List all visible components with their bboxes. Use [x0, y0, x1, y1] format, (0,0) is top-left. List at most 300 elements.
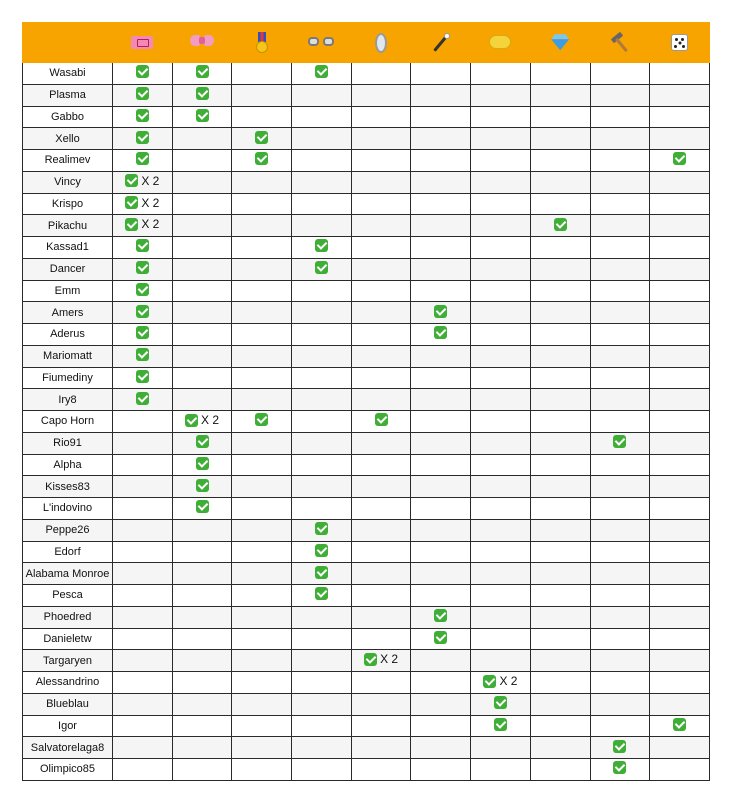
table-cell	[530, 650, 590, 672]
checkmark-icon	[196, 435, 209, 448]
table-cell	[113, 606, 173, 628]
table-cell	[471, 84, 531, 106]
table-cell	[351, 737, 411, 759]
table-cell	[530, 237, 590, 259]
checkmark-icon	[613, 740, 626, 753]
table-cell	[471, 563, 531, 585]
table-cell	[411, 454, 471, 476]
table-cell	[590, 606, 650, 628]
table-cell	[172, 389, 232, 411]
table-cell	[351, 63, 411, 85]
table-cell	[530, 367, 590, 389]
table-row	[23, 193, 710, 215]
table-cell	[113, 585, 173, 607]
table-cell	[530, 454, 590, 476]
table-cell	[113, 215, 173, 237]
table-cell	[292, 693, 352, 715]
multiplier-label: X 2	[141, 173, 160, 188]
table-cell	[351, 759, 411, 781]
table-cell	[590, 519, 650, 541]
table-row	[23, 585, 710, 607]
header-name-cell	[23, 23, 113, 63]
table-cell	[471, 367, 531, 389]
table-cell	[411, 215, 471, 237]
table-cell	[650, 628, 710, 650]
table-cell	[471, 476, 531, 498]
table-row	[23, 280, 710, 302]
table-cell	[292, 606, 352, 628]
checkmark-icon	[136, 131, 149, 144]
table-cell	[113, 280, 173, 302]
table-cell	[471, 258, 531, 280]
checkmark-icon	[185, 414, 198, 427]
checkmark-icon	[434, 305, 447, 318]
row-name: Wasabi	[23, 63, 113, 85]
table-cell	[530, 302, 590, 324]
table-cell	[471, 519, 531, 541]
table-cell	[232, 106, 292, 128]
checkmark-icon	[434, 609, 447, 622]
table-row	[23, 454, 710, 476]
checkmark-icon	[315, 261, 328, 274]
table-cell	[172, 585, 232, 607]
row-name: Plasma	[23, 84, 113, 106]
table-cell	[650, 715, 710, 737]
table-cell	[650, 454, 710, 476]
table-cell	[471, 693, 531, 715]
table-cell	[411, 389, 471, 411]
table-cell	[530, 106, 590, 128]
table-row	[23, 128, 710, 150]
table-cell	[113, 672, 173, 694]
table-cell	[113, 737, 173, 759]
table-cell	[172, 345, 232, 367]
table-cell	[590, 193, 650, 215]
table-row	[23, 106, 710, 128]
table-cell	[471, 650, 531, 672]
table-cell	[351, 563, 411, 585]
checkmark-icon	[255, 413, 268, 426]
table-cell	[351, 411, 411, 433]
table-cell	[471, 324, 531, 346]
table-cell	[590, 106, 650, 128]
items-table	[22, 22, 710, 781]
table-cell	[113, 367, 173, 389]
table-cell	[411, 193, 471, 215]
checkmark-icon	[315, 566, 328, 579]
row-name: Aderus	[23, 324, 113, 346]
table-cell	[471, 302, 531, 324]
table-cell	[411, 606, 471, 628]
table-cell	[172, 106, 232, 128]
table-cell	[172, 498, 232, 520]
table-cell	[411, 171, 471, 193]
row-name: Alessandrino	[23, 672, 113, 694]
table-cell	[650, 171, 710, 193]
table-cell	[590, 171, 650, 193]
table-cell	[411, 411, 471, 433]
table-cell	[411, 150, 471, 172]
table-cell	[471, 585, 531, 607]
table-cell	[471, 541, 531, 563]
table-cell	[590, 759, 650, 781]
table-cell	[172, 454, 232, 476]
checkmark-icon	[196, 65, 209, 78]
table-row	[23, 84, 710, 106]
table-cell	[292, 128, 352, 150]
row-name: Olimpico85	[23, 759, 113, 781]
table-cell	[650, 476, 710, 498]
checkmark-icon	[136, 392, 149, 405]
table-cell	[232, 237, 292, 259]
table-cell	[292, 324, 352, 346]
table-cell	[411, 280, 471, 302]
table-cell	[530, 693, 590, 715]
table-cell	[530, 324, 590, 346]
table-cell	[351, 498, 411, 520]
table-cell	[232, 171, 292, 193]
table-cell	[590, 715, 650, 737]
table-cell	[292, 63, 352, 85]
table-cell	[530, 585, 590, 607]
table-cell	[172, 672, 232, 694]
table-cell	[232, 759, 292, 781]
table-cell	[590, 258, 650, 280]
table-row	[23, 737, 710, 759]
checkmark-icon	[136, 370, 149, 383]
table-cell	[590, 585, 650, 607]
table-cell	[292, 171, 352, 193]
table-cell	[292, 193, 352, 215]
row-name: Alabama Monroe	[23, 563, 113, 585]
table-cell	[650, 541, 710, 563]
table-cell	[590, 84, 650, 106]
table-cell	[650, 215, 710, 237]
table-cell	[232, 454, 292, 476]
table-cell	[471, 759, 531, 781]
table-cell	[113, 389, 173, 411]
table-cell	[351, 585, 411, 607]
table-row	[23, 693, 710, 715]
checkmark-icon	[315, 522, 328, 535]
table-cell	[172, 302, 232, 324]
checkmark-icon	[136, 283, 149, 296]
table-cell	[471, 411, 531, 433]
table-cell	[113, 563, 173, 585]
table-cell	[590, 454, 650, 476]
header-medal	[232, 23, 292, 63]
table-cell	[292, 84, 352, 106]
table-cell	[530, 606, 590, 628]
table-row	[23, 63, 710, 85]
table-cell	[113, 498, 173, 520]
header-sponge	[471, 23, 531, 63]
table-cell	[471, 432, 531, 454]
table-cell	[292, 650, 352, 672]
table-cell	[471, 606, 531, 628]
table-cell	[113, 411, 173, 433]
table-cell	[113, 171, 173, 193]
table-cell	[411, 759, 471, 781]
table-cell	[471, 237, 531, 259]
table-cell	[351, 389, 411, 411]
table-cell	[650, 106, 710, 128]
table-cell	[590, 150, 650, 172]
table-cell	[292, 541, 352, 563]
table-cell	[471, 128, 531, 150]
table-cell	[232, 128, 292, 150]
table-cell	[172, 367, 232, 389]
table-cell	[530, 84, 590, 106]
table-cell	[650, 519, 710, 541]
table-cell	[590, 650, 650, 672]
header-wand	[411, 23, 471, 63]
table-cell	[351, 432, 411, 454]
table-cell	[411, 302, 471, 324]
row-name: Pikachu	[23, 215, 113, 237]
table-cell	[650, 345, 710, 367]
table-cell	[351, 150, 411, 172]
row-name: Mariomatt	[23, 345, 113, 367]
table-cell	[113, 237, 173, 259]
table-row	[23, 672, 710, 694]
row-name: Blueblau	[23, 693, 113, 715]
row-name: Realimev	[23, 150, 113, 172]
table-cell	[471, 193, 531, 215]
table-cell	[232, 63, 292, 85]
checkmark-icon	[494, 696, 507, 709]
table-cell	[292, 258, 352, 280]
table-cell	[471, 280, 531, 302]
table-cell	[530, 476, 590, 498]
table-cell	[292, 367, 352, 389]
checkmark-icon	[375, 413, 388, 426]
table-row	[23, 541, 710, 563]
table-cell	[650, 237, 710, 259]
table-cell	[172, 628, 232, 650]
checkmark-icon	[136, 261, 149, 274]
table-body	[23, 63, 710, 781]
table-cell	[232, 150, 292, 172]
header-gem	[530, 23, 590, 63]
table-cell	[172, 715, 232, 737]
table-cell	[172, 411, 232, 433]
table-cell	[292, 237, 352, 259]
table-cell	[292, 737, 352, 759]
table-cell	[411, 498, 471, 520]
row-name: Danieletw	[23, 628, 113, 650]
checkmark-icon	[136, 239, 149, 252]
table-cell	[292, 454, 352, 476]
table-cell	[650, 302, 710, 324]
header-ticket	[113, 23, 173, 63]
table-cell	[351, 193, 411, 215]
checkmark-icon	[364, 653, 377, 666]
table-cell	[530, 715, 590, 737]
table-cell	[232, 563, 292, 585]
table-cell	[351, 302, 411, 324]
table-cell	[113, 476, 173, 498]
table-cell	[172, 237, 232, 259]
table-cell	[232, 345, 292, 367]
table-cell	[172, 63, 232, 85]
ribbon-bow-icon	[190, 33, 214, 51]
table-cell	[411, 541, 471, 563]
table-cell	[590, 345, 650, 367]
table-cell	[172, 541, 232, 563]
table-cell	[471, 63, 531, 85]
table-cell	[530, 171, 590, 193]
table-cell	[172, 650, 232, 672]
table-cell	[292, 628, 352, 650]
table-cell	[530, 215, 590, 237]
table-cell	[590, 498, 650, 520]
table-cell	[172, 128, 232, 150]
row-name: Iry8	[23, 389, 113, 411]
checkmark-icon	[494, 718, 507, 731]
checkmark-icon	[315, 65, 328, 78]
table-cell	[351, 628, 411, 650]
medal-icon	[255, 32, 269, 54]
row-name: Salvatorelaga8	[23, 737, 113, 759]
table-cell	[471, 150, 531, 172]
table-cell	[232, 693, 292, 715]
table-cell	[172, 171, 232, 193]
table-cell	[590, 476, 650, 498]
row-name: Rio91	[23, 432, 113, 454]
table-cell	[232, 258, 292, 280]
table-cell	[172, 193, 232, 215]
table-row	[23, 432, 710, 454]
checkmark-icon	[125, 218, 138, 231]
table-cell	[411, 693, 471, 715]
table-cell	[411, 258, 471, 280]
table-cell	[590, 324, 650, 346]
die-icon	[671, 34, 688, 51]
table-cell	[113, 258, 173, 280]
table-cell	[411, 237, 471, 259]
row-name: Kassad1	[23, 237, 113, 259]
table-cell	[292, 106, 352, 128]
table-cell	[172, 693, 232, 715]
table-row	[23, 215, 710, 237]
table-cell	[590, 737, 650, 759]
checkmark-icon	[673, 152, 686, 165]
table-cell	[650, 389, 710, 411]
row-name: Emm	[23, 280, 113, 302]
table-cell	[172, 737, 232, 759]
table-cell	[650, 737, 710, 759]
table-cell	[411, 476, 471, 498]
table-cell	[590, 215, 650, 237]
checkmark-icon	[125, 196, 138, 209]
table-cell	[292, 389, 352, 411]
table-cell	[650, 193, 710, 215]
table-cell	[590, 628, 650, 650]
table-cell	[172, 606, 232, 628]
table-cell	[232, 585, 292, 607]
table-cell	[590, 411, 650, 433]
table-cell	[113, 150, 173, 172]
table-cell	[292, 150, 352, 172]
table-cell	[351, 541, 411, 563]
table-cell	[232, 476, 292, 498]
table-cell	[292, 411, 352, 433]
table-cell	[351, 280, 411, 302]
checkmark-icon	[315, 239, 328, 252]
table-cell	[411, 432, 471, 454]
table-cell	[351, 693, 411, 715]
table-row	[23, 759, 710, 781]
table-cell	[351, 476, 411, 498]
hammer-icon	[610, 33, 630, 53]
checkmark-icon	[136, 65, 149, 78]
table-cell	[530, 63, 590, 85]
table-cell	[590, 302, 650, 324]
table-row	[23, 150, 710, 172]
table-cell	[351, 171, 411, 193]
row-name: L'indovino	[23, 498, 113, 520]
table-cell	[530, 345, 590, 367]
table-cell	[590, 541, 650, 563]
table-cell	[471, 454, 531, 476]
table-row	[23, 171, 710, 193]
table-cell	[530, 432, 590, 454]
table-cell	[590, 237, 650, 259]
checkmark-icon	[136, 109, 149, 122]
checkmark-icon	[483, 675, 496, 688]
table-cell	[530, 280, 590, 302]
table-cell	[113, 541, 173, 563]
row-name: Vincy	[23, 171, 113, 193]
table-cell	[530, 672, 590, 694]
row-name: Edorf	[23, 541, 113, 563]
sponge-icon	[489, 35, 511, 49]
table-cell	[530, 389, 590, 411]
table-cell	[411, 63, 471, 85]
table-cell	[232, 541, 292, 563]
table-cell	[113, 302, 173, 324]
table-row	[23, 606, 710, 628]
table-cell	[471, 737, 531, 759]
row-name: Pesca	[23, 585, 113, 607]
table-row	[23, 628, 710, 650]
header-die	[650, 23, 710, 63]
table-cell	[113, 63, 173, 85]
table-cell	[650, 411, 710, 433]
table-cell	[530, 759, 590, 781]
table-cell	[590, 693, 650, 715]
table-cell	[411, 650, 471, 672]
table-cell	[411, 563, 471, 585]
table-cell	[292, 672, 352, 694]
table-cell	[351, 345, 411, 367]
row-name: Gabbo	[23, 106, 113, 128]
table-cell	[113, 84, 173, 106]
row-name: Alpha	[23, 454, 113, 476]
table-cell	[650, 128, 710, 150]
table-cell	[232, 432, 292, 454]
table-cell	[530, 498, 590, 520]
table-cell	[650, 150, 710, 172]
mirror-icon	[375, 33, 387, 53]
table-cell	[411, 585, 471, 607]
table-cell	[292, 498, 352, 520]
checkmark-icon	[673, 718, 686, 731]
header-ribbon	[172, 23, 232, 63]
table-cell	[351, 215, 411, 237]
table-cell	[411, 106, 471, 128]
